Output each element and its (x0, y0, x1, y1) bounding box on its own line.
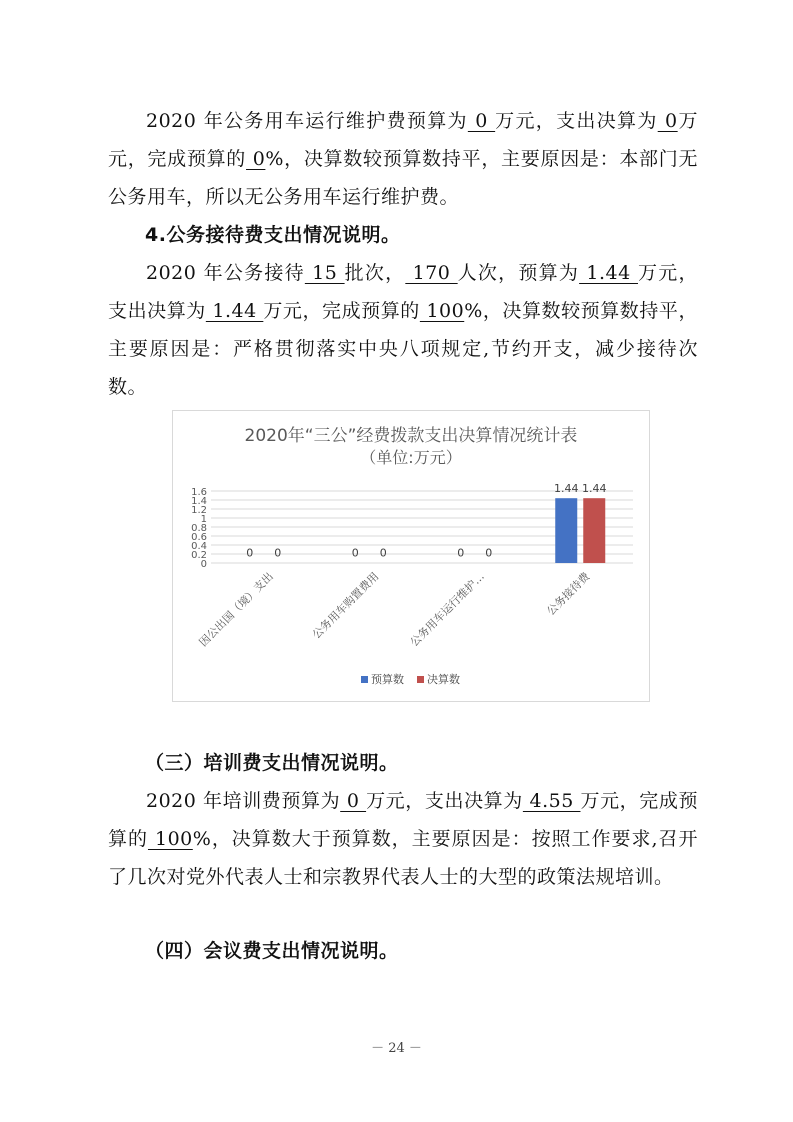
batches-value: 15 (304, 262, 345, 284)
legend-swatch (361, 676, 368, 683)
y-tick-label: 0.6 (191, 532, 207, 543)
text: 万元，支出决算为 (108, 262, 698, 322)
y-tick-label: 1.6 (191, 487, 207, 498)
text: 2020 年公务接待 (146, 262, 305, 284)
paragraph-reception (108, 254, 698, 406)
y-tick-label: 1 (200, 514, 207, 525)
legend-swatch (417, 676, 424, 683)
y-tick-label: 1.2 (191, 505, 207, 516)
text: 2020 年培训费预算为 (146, 790, 341, 812)
data-label: 1.44 (582, 482, 607, 496)
text: 人次，预算为 (457, 262, 580, 284)
text: 万元，支出决算为 (495, 110, 658, 132)
category-label: 因公出国（境）支出 (196, 569, 276, 650)
text: 批次， (344, 262, 406, 284)
y-tick-label: 0.8 (191, 523, 207, 534)
data-label: 0 (274, 546, 282, 560)
budget-value: 0 (467, 110, 496, 132)
heading-reception-expense: 4.公务接待费支出情况说明。 (145, 224, 401, 246)
paragraph-training (108, 782, 698, 896)
text: %，决算数较预算数持平，主要原因是：本部门无公务用车，所以无公务用车运行维护费。 (108, 148, 698, 208)
text: 万元，支出决算为 (366, 790, 523, 812)
actual-value: 4.55 (522, 790, 581, 812)
paragraph-vehicle-maintenance (108, 102, 698, 216)
text: 万元，完成预算的 (263, 300, 420, 322)
actual-value: 1.44 (205, 300, 264, 322)
data-label: 1.44 (554, 482, 579, 496)
legend-label: 预算数 (371, 673, 404, 686)
actual-value: 0 (657, 110, 678, 132)
data-label: 0 (351, 546, 359, 560)
text: 2020 年公务用车运行维护费预算为 (146, 110, 468, 132)
data-label: 0 (246, 546, 254, 560)
text: 万元，完成预算的 (108, 110, 698, 170)
category-label: 公务接待费 (544, 569, 593, 619)
y-tick-label: 0.2 (191, 550, 207, 561)
three-public-expense-chart (172, 410, 650, 702)
budget-value: 1.44 (579, 262, 638, 284)
category-label: 公务用车运行维护… (407, 569, 487, 650)
budget-value: 0 (340, 790, 367, 812)
completion-value: 100 (147, 828, 193, 850)
text: %，决算数较预算数持平，主要原因是：严格贯彻落实中央八项规定,节约开支，减少接待次数。 (108, 300, 698, 398)
heading-training-expense: （三）培训费支出情况说明。 (145, 752, 399, 774)
completion-value: 100 (419, 300, 465, 322)
data-label: 0 (379, 546, 387, 560)
completion-value: 0 (246, 148, 266, 170)
chart-svg (173, 411, 649, 701)
legend-label: 决算数 (427, 673, 460, 686)
persons-value: 170 (405, 262, 458, 284)
text: %，决算数大于预算数，主要原因是：按照工作要求,召开了几次对党外代表人士和宗教界代表人士的大型的政策法规培训。 (108, 828, 698, 888)
chart-title: 2020年“三公”经费拨款支出决算情况统计表 (244, 426, 578, 446)
data-label: 0 (485, 546, 493, 560)
y-tick-label: 0 (200, 559, 207, 570)
data-label: 0 (457, 546, 465, 560)
text: 万元，完成预算的 (108, 790, 698, 850)
page-number: － 24 － (371, 1041, 422, 1056)
bar-budget (555, 498, 577, 563)
y-tick-label: 1.4 (191, 496, 207, 507)
heading-meeting-expense: （四）会议费支出情况说明。 (145, 940, 399, 962)
bar-actual (583, 498, 605, 563)
category-label: 公务用车购置费用 (309, 569, 382, 642)
y-tick-label: 0.4 (191, 541, 207, 552)
chart-subtitle: （单位:万元） (360, 448, 462, 467)
